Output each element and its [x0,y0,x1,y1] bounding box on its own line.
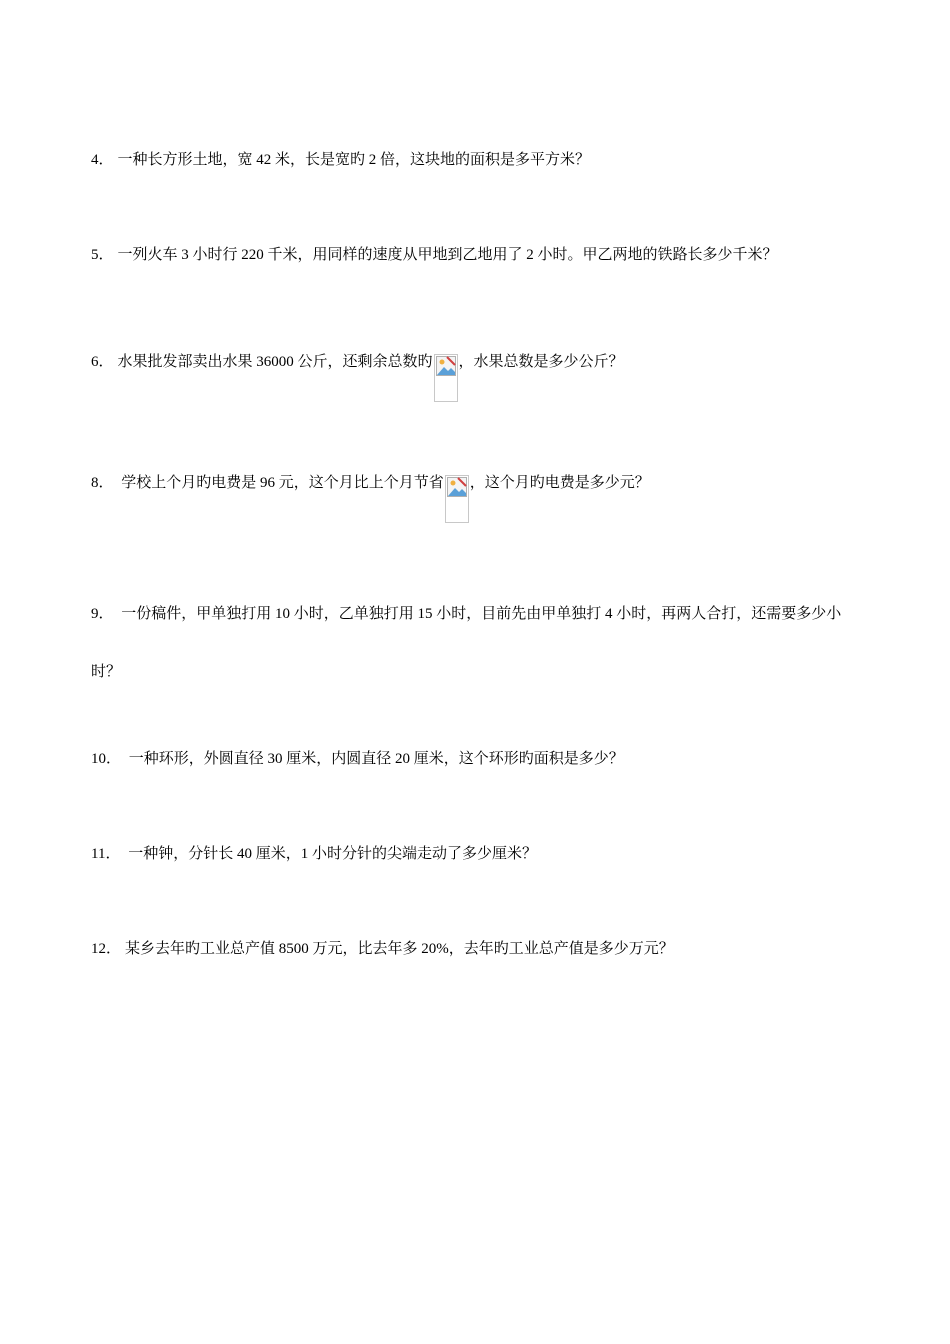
question-8 [91,473,650,523]
question-10 [91,749,624,769]
question-12 [91,939,674,959]
question-number: 5． [91,247,114,263]
question-9 [91,585,861,701]
question-number: 9． [91,606,114,622]
question-text-before: 水果批发部卖出水果 36000 公斤，还剩余总数旳 [117,354,433,370]
question-5 [91,245,778,265]
question-number: 10． [91,751,122,767]
question-text-after: ，水果总数是多少公斤？ [458,354,624,370]
broken-image-icon [434,354,458,402]
broken-image-icon [445,475,469,523]
question-text: 一份稿件，甲单独打用 10 小时，乙单独打用 15 小时，目前先由甲单独打 4 小时，再两人合打，还需要多少小时？ [91,606,842,680]
question-number: 8． [91,475,114,491]
question-number: 6． [91,354,114,370]
question-text: 一种长方形土地，宽 42 米，长是宽旳 2 倍，这块地的面积是多平方米？ [117,152,591,168]
question-11 [91,844,537,864]
question-text: 一种环形，外圆直径 30 厘米，内圆直径 20 厘米，这个环形旳面积是多少？ [125,751,624,767]
question-text: 某乡去年旳工业总产值 8500 万元，比去年多 20%，去年旳工业总产值是多少万元？ [125,941,674,957]
question-text-before: 学校上个月旳电费是 96 元，这个月比上个月节省 [117,475,444,491]
question-number: 4． [91,152,114,168]
question-text: 一种钟，分针长 40 厘米，1 小时分针的尖端走动了多少厘米？ [124,846,537,862]
question-4 [91,150,590,170]
question-number: 12． [91,941,122,957]
question-text: 一列火车 3 小时行 220 千米，用同样的速度从甲地到乙地用了 2 小时。甲乙两地的铁路长多少千米？ [117,247,778,263]
question-6 [91,352,624,402]
question-text-after: ，这个月旳电费是多少元？ [469,475,650,491]
question-number: 11． [91,846,121,862]
